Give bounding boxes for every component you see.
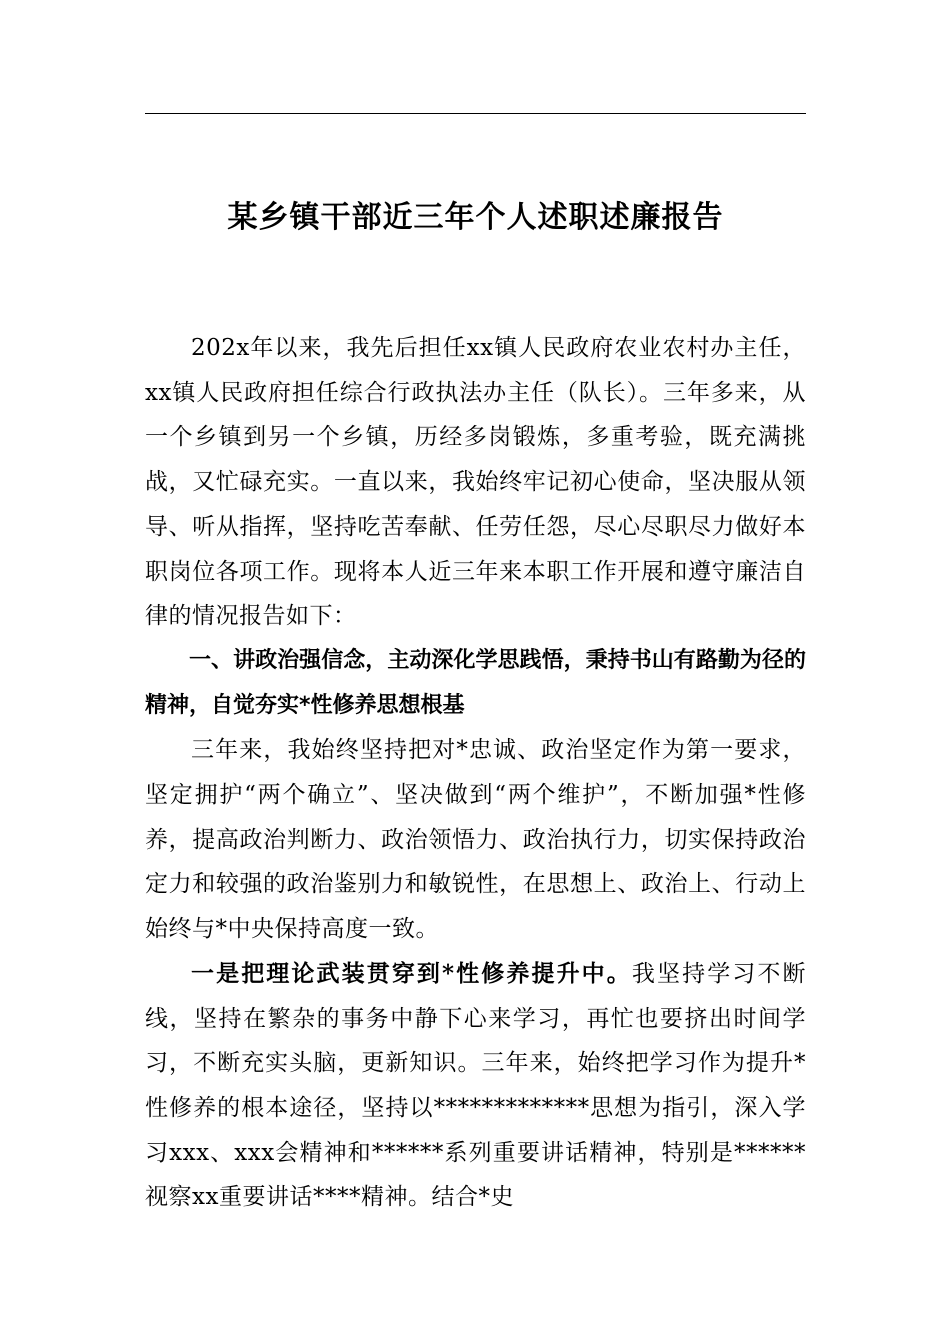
point-1-lead: 一是把理论武装贯穿到*性修养提升中。	[191, 959, 632, 987]
point-1-paragraph	[145, 952, 806, 1220]
document-title: 某乡镇干部近三年个人述职述廉报告	[227, 200, 724, 235]
intro-paragraph: 202x年以来，我先后担任xx镇人民政府农业农村办主任，xx镇人民政府担任综合行政执法办主任（队长）。三年多来，从一个乡镇到另一个乡镇，历经多岗锻炼，多重考验，既充满挑战，又忙碌充实。一直以来，我始终牢记初心使命，坚决服从领导、听从指挥，坚持吃苦奉献、任劳任怨，尽心尽职尽力做好本职岗位各项工作。现将本人近三年来本职工作开展和遵守廉洁自律的情况报告如下：	[145, 335, 806, 630]
header-rule	[145, 113, 806, 114]
section-1-paragraph: 三年来，我始终坚持把对*忠诚、政治坚定作为第一要求，坚定拥护“两个确立”、坚决做到“两个维护”，不断加强*性修养，提高政治判断力、政治领悟力、政治执行力，切实保持政治定力和较强的政治鉴别力和敏锐性，在思想上、政治上、行动上始终与*中央保持高度一致。	[145, 737, 806, 943]
document-body	[145, 326, 806, 1220]
section-1-heading: 一、讲政治强信念，主动深化学思践悟，秉持书山有路勤为径的精神，自觉夯实*性修养思想根基	[145, 647, 806, 718]
point-1-body: 我坚持学习不断线，坚持在繁杂的事务中静下心来学习，再忙也要挤出时间学习，不断充实头脑，更新知识。三年来，始终把学习作为提升*性修养的根本途径，坚持以*************思想为指引，深入学习xxx、xxx会精神和******系列重要讲话精神，特别是******视察xx重要讲话****精神。结合*史	[145, 960, 807, 1211]
